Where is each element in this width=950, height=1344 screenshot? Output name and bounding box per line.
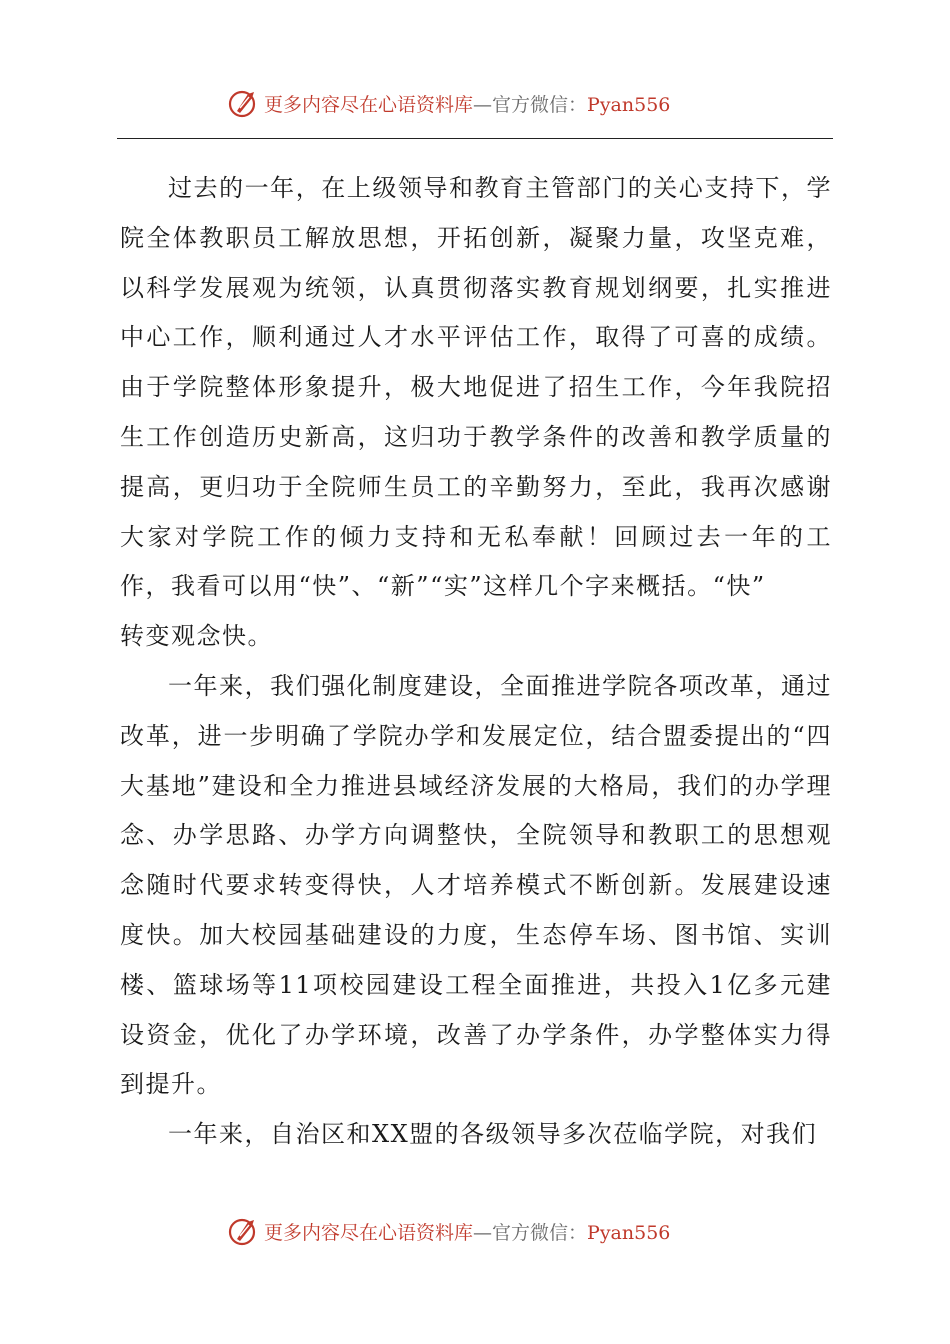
banner-text: 更多内容尽在心语资料库—官方微信：Pyan556: [264, 93, 671, 116]
header-divider: [117, 138, 833, 139]
banner-text: 更多内容尽在心语资料库—官方微信：Pyan556: [264, 1221, 671, 1244]
paragraph-1: 过去的一年，在上级领导和教育主管部门的关心支持下，学院全体教职员工解放思想，开拓创新，凝聚力量，攻坚克难，以科学发展观为统领，认真贯彻落实教育规划纲要，扎实推进中心工作，顺利通过人才水平评估工作，取得了可喜的成绩。由于学院整体形象提升，极大地促进了招生工作，今年我院招生工作创造历史新高，这归功于教学条件的改善和教学质量的提高，更归功于全院师生员工的辛勤努力，至此，我再次感谢大家对学院工作的倾力支持和无私奉献！回顾过去一年的工作，我看可以用“快”、“新”“实”这样几个字来概括。“快”: [120, 174, 832, 601]
pen-nib-logo-icon: [226, 86, 260, 120]
paragraph-2: 一年来，我们强化制度建设，全面推进学院各项改革，通过改革，进一步明确了学院办学和发展定位，结合盟委提出的“四大基地”建设和全力推进县域经济发展的大格局，我们的办学理念、办学思路、办学方向调整快，全院领导和教职工的思想观念随时代要求转变得快，人才培养模式不断创新。发展建设速度快。加大校园基础建设的力度，生态停车场、图书馆、实训楼、篮球场等11项校园建设工程全面推进，共投入1亿多元建设资金，优化了办学环境，改善了办学条件，办学整体实力得到提升。: [120, 671, 832, 1099]
paragraph-1-tail: 转变观念快。: [120, 622, 273, 651]
footer-banner: [226, 1211, 670, 1251]
paragraph-3: 一年来，自治区和XX盟的各级领导多次莅临学院，对我们: [168, 1120, 818, 1149]
pen-nib-logo-icon: [226, 1214, 260, 1248]
header-banner: [226, 83, 670, 123]
document-body: [120, 164, 832, 1160]
